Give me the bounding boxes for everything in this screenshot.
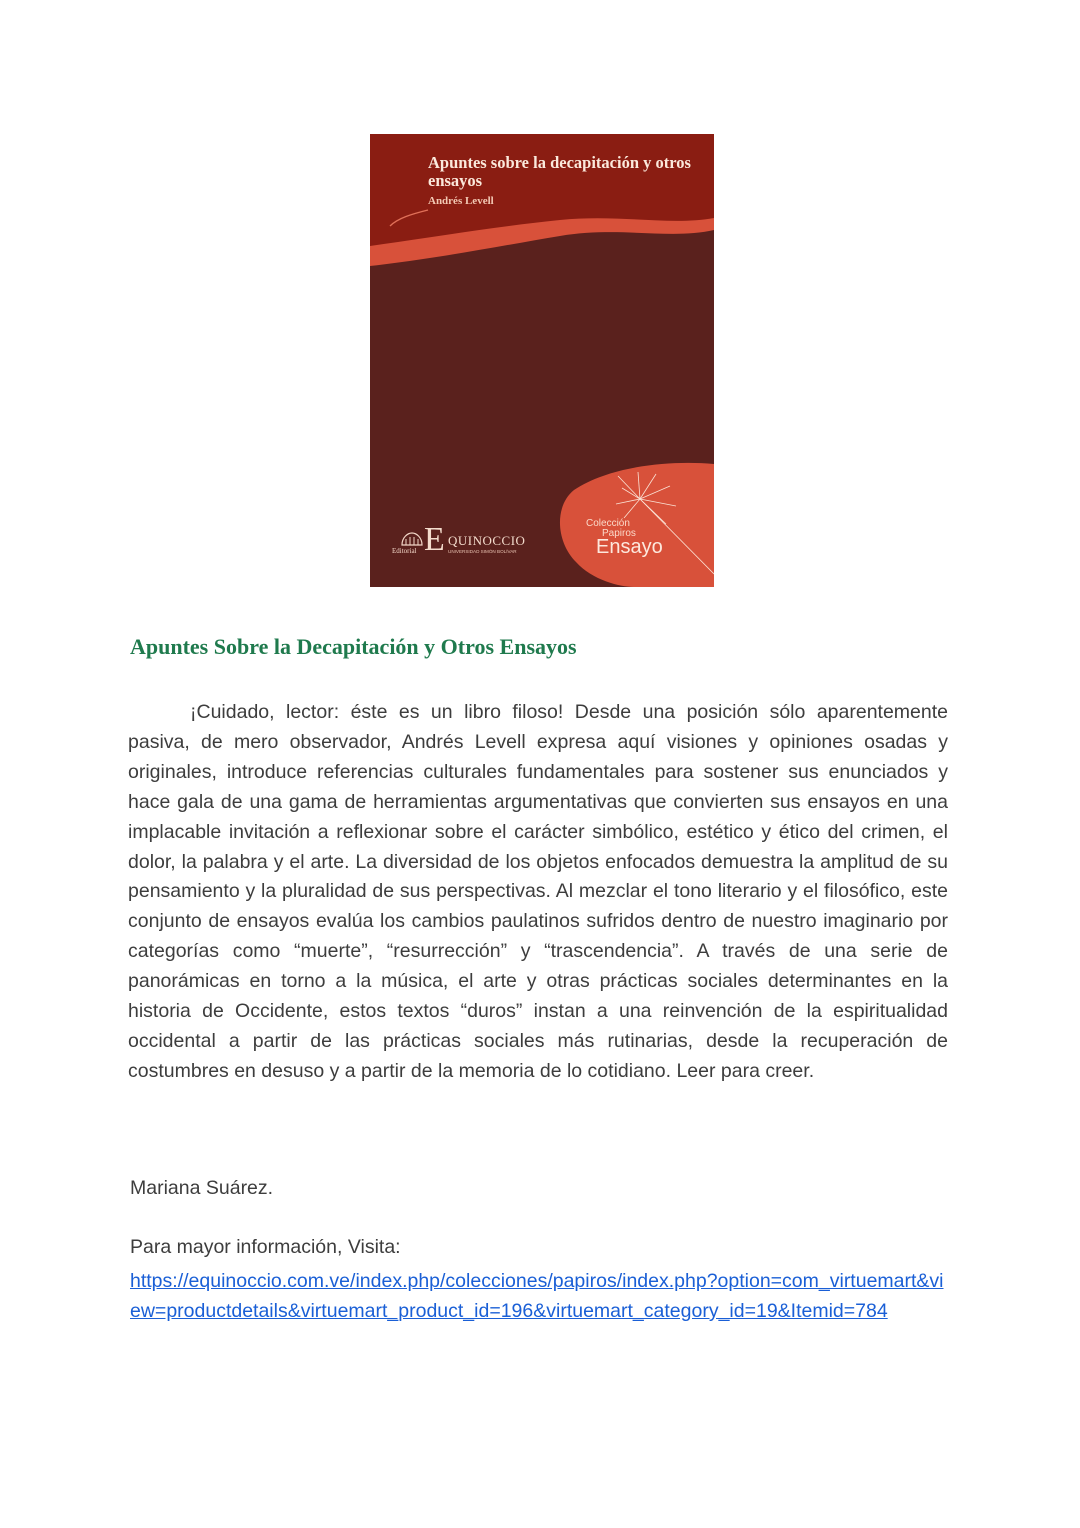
collection-label: Colección	[586, 518, 630, 529]
book-description: ¡Cuidado, lector: éste es un libro filoso! Desde una posición sólo aparentemente pasiva, de mero observador, Andrés Levell expresa aquí visiones y opiniones osadas y originales, introduce referencias culturales fundamentales para sostener sus enunciados y hace gala de una gama de herramientas argumentativas que convierten sus ensayos en una implacable invitación a reflexionar sobre el carácter simbólico, estético y ético del crimen, el dolor, la palabra y el arte. La diversidad de los objetos enfocados demuestra la amplitud de su pensamiento y la pluralidad de sus perspectivas. Al mezclar el tono literario y el filosófico, este conjunto de ensayos evalúa los cambios paulatinos sufridos dentro de nuestro imaginario por categorías como “muerte”, “resurrección” y “trascendencia”. A través de una serie de panorámicas en torno a la música, el arte y otras prácticas sociales determinantes en la historia de Occidente, estos textos “duros” instan a una reinvención de la espiritualidad occidental a partir de las prácticas sociales más rutinarias, desde la recuperación de costumbres en desuso y a partir de la memoria de lo cotidiano. Leer para creer.	[128, 701, 948, 1082]
publisher-name: QUINOCCIO	[448, 533, 526, 548]
cover-title: Apuntes sobre la decapitación y otros ensayos	[428, 153, 691, 190]
publisher-initial: E	[424, 521, 445, 558]
more-info-label: Para mayor información, Visita:	[130, 1236, 401, 1258]
collection-series: Papiros	[602, 528, 636, 539]
book-title-heading: Apuntes Sobre la Decapitación y Otros Ensayos	[130, 634, 577, 659]
book-cover-image	[370, 134, 714, 587]
product-link[interactable]: https://equinoccio.com.ve/index.php/colecciones/papiros/index.php?option=com_virtuemart&view=productdetails&virtuemart_product_id=196&virtuemart_category_id=19&Itemid=784	[130, 1270, 944, 1322]
collection-badge	[580, 518, 700, 568]
publisher-emblem-icon	[400, 531, 424, 547]
publisher-logo	[392, 521, 542, 561]
review-author: Mariana Suárez.	[130, 1177, 274, 1199]
collection-genre: Ensayo	[596, 536, 663, 558]
cover-author: Andrés Levell	[428, 195, 494, 207]
publisher-subtitle: UNIVERSIDAD SIMÓN BOLÍVAR	[448, 549, 517, 554]
publisher-prefix: Editorial	[392, 547, 417, 555]
